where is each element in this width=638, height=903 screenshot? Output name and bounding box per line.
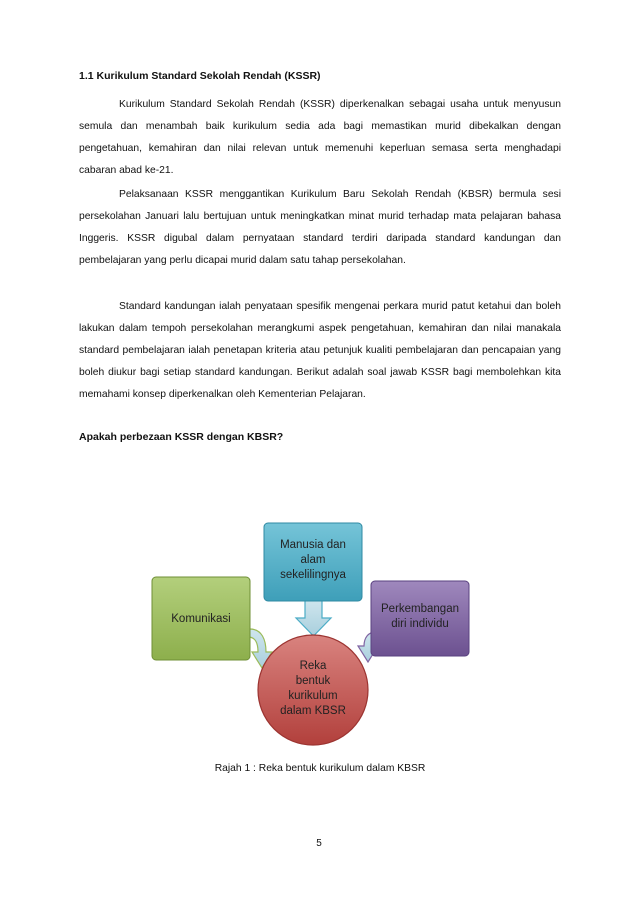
figure-caption: Rajah 1 : Reka bentuk kurikulum dalam KBSR <box>214 763 426 774</box>
box-komunikasi <box>152 577 250 660</box>
svg-text:Komunikasi <box>171 613 230 625</box>
paragraph-2: Pelaksanaan KSSR menggantikan Kurikulum Baru Sekolah Rendah (KBSR) bermula sesi persekolahan Januari lalu bertujuan untuk meningkatkan minat murid terhadap mata pelajaran bahasa Inggeris. KSSR digubal dalam pernyataan standard terdiri daripada standard kandungan dan pembelajaran yang perlu dicapai murid dalam satu tahap persekolahan. <box>79 189 561 266</box>
question-heading: Apakah perbezaan KSSR dengan KBSR? <box>79 431 284 443</box>
paragraph-1: Kurikulum Standard Sekolah Rendah (KSSR) diperkenalkan sebagai usaha untuk menyusun semula dan menambah baik kurikulum sedia ada bagi memastikan murid dibekalkan dengan pengetahuan, kemahiran dan nilai relevan untuk memenuhi keperluan semasa serta menghadapi cabaran abad ke-21. <box>79 99 561 176</box>
box-perkembangan-diri <box>371 581 469 656</box>
top-label-line: sekelilingnya <box>280 569 346 581</box>
right-label-line: Perkembangan <box>381 603 459 615</box>
center-label-line: kurikulum <box>288 690 338 702</box>
center-label-line: bentuk <box>295 675 331 687</box>
right-label-line: diri individu <box>391 618 449 630</box>
center-label-line: dalam KBSR <box>280 705 346 717</box>
top-label-line: alam <box>300 554 326 566</box>
center-label-line: Reka <box>299 660 327 672</box>
page-number: 5 <box>316 838 322 849</box>
arrow-top-to-center <box>296 600 331 636</box>
left-label-line: Komunikasi <box>171 613 231 625</box>
top-label-line: Manusia dan <box>280 539 346 551</box>
box-manusia-alam <box>264 523 362 601</box>
paragraph-3: Standard kandungan ialah penyataan spesifik mengenai perkara murid patut ketahui dan boleh lakukan dalam tempoh persekolahan merangkumi aspek pengetahuan, kemahiran dan nilai manakala standard pembelajaran ialah penetapan kriteria atau petunjuk kualiti pembelajaran dan pencapaian yang boleh diukur bagi setiap standard kandungan. Berikut adalah soal jawab KSSR bagi membolehkan kita memahami konsep diperkenalkan oleh Kementerian Pelajaran. <box>79 301 561 400</box>
circle-reka-bentuk <box>258 635 368 745</box>
section-heading: 1.1 Kurikulum Standard Sekolah Rendah (KSSR) <box>79 70 321 82</box>
